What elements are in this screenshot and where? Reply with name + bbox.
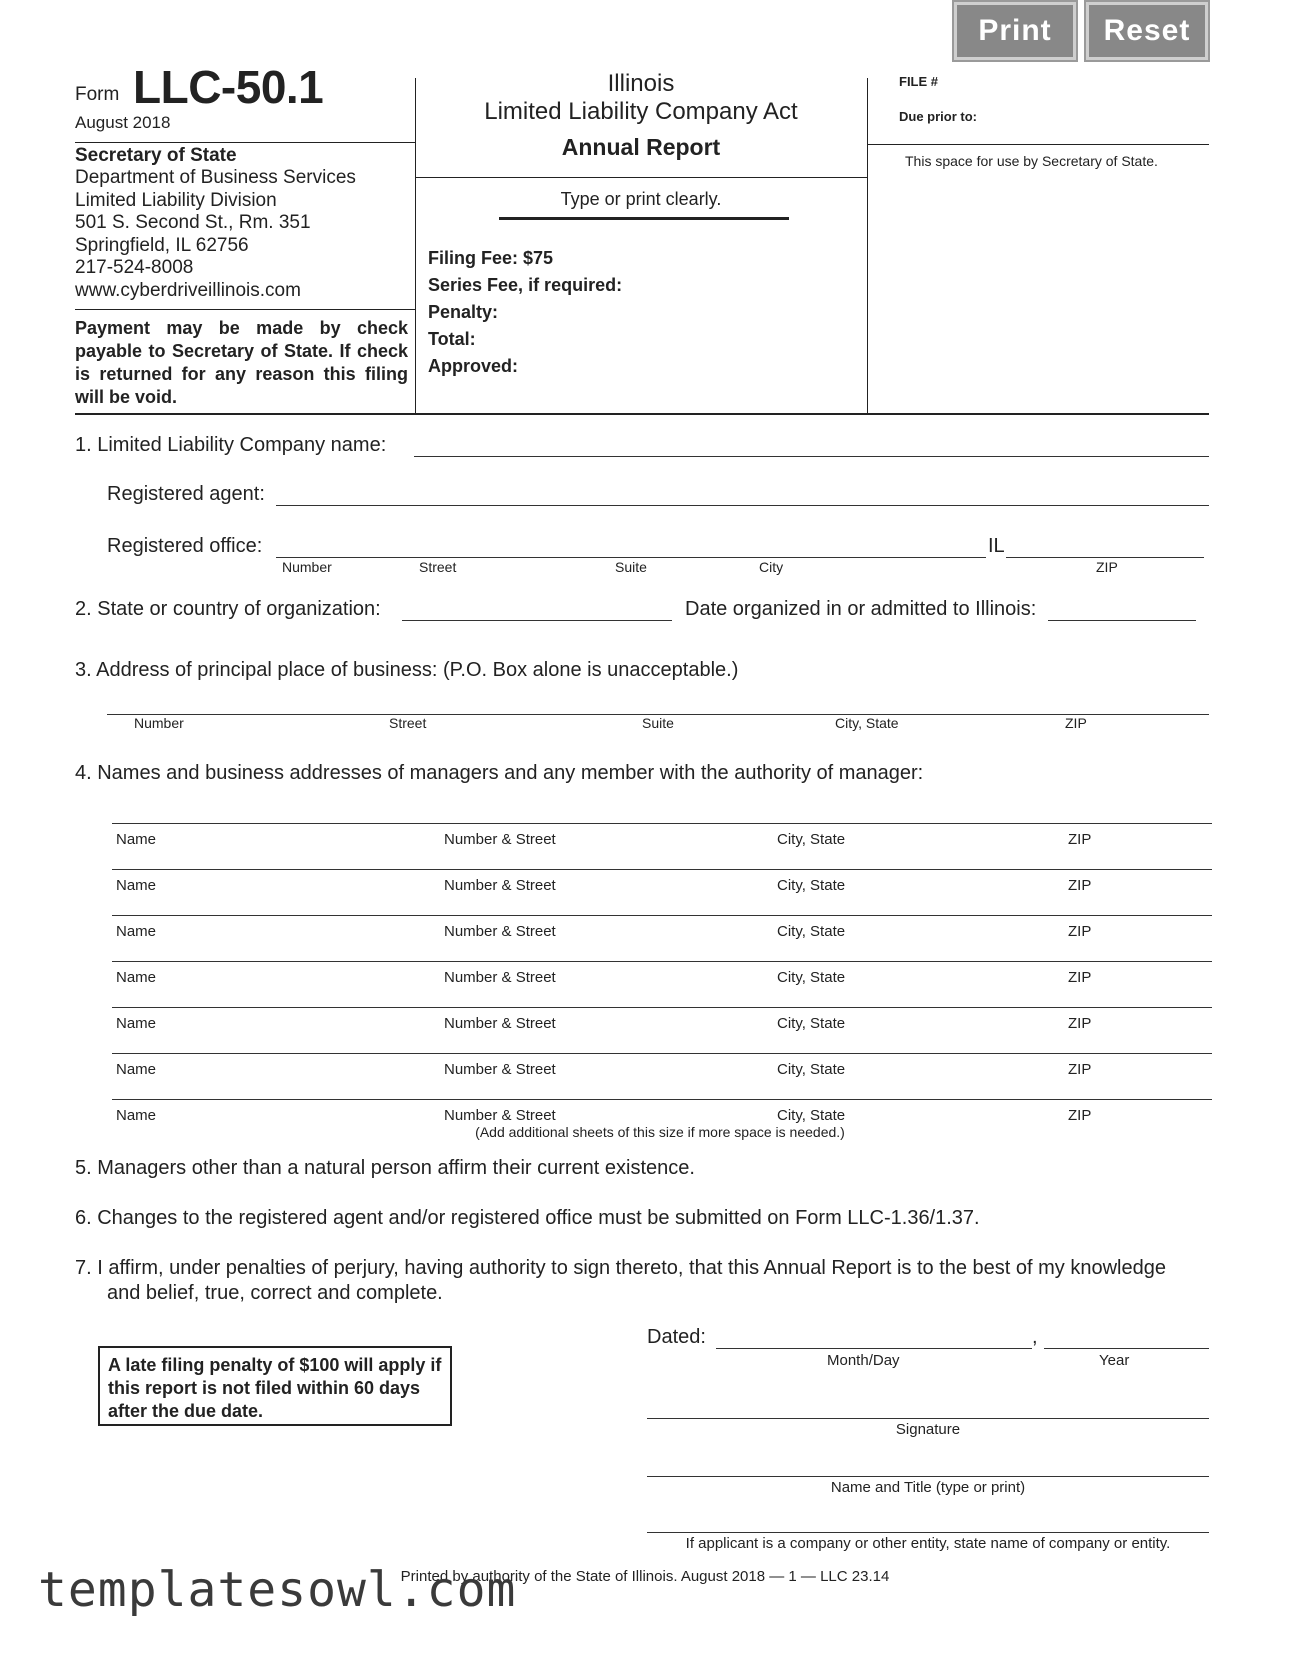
dated-year-field[interactable] xyxy=(1044,1326,1209,1349)
col-label: Number & Street xyxy=(444,923,556,940)
col-label: City, State xyxy=(777,831,846,848)
manager-row[interactable] xyxy=(112,915,1212,961)
col-label: City, State xyxy=(777,1061,846,1078)
office-address xyxy=(75,167,356,302)
q6-text: 6. Changes to the registered agent and/or registered office must be submitted on Form LLC-1.36/1.37. xyxy=(75,1207,980,1229)
form-prefix: Form xyxy=(75,84,120,105)
il-label: IL xyxy=(988,535,1005,557)
col-label: Name xyxy=(116,877,157,894)
reset-button[interactable]: Reset xyxy=(1086,2,1208,60)
act-name: Limited Liability Company Act xyxy=(484,98,798,125)
sub-label: Number xyxy=(134,715,184,731)
col-label: Name xyxy=(116,1015,157,1032)
dated-label: Dated: xyxy=(647,1326,706,1348)
col-label: ZIP xyxy=(1068,1061,1092,1078)
series-fee: Series Fee, if required: xyxy=(428,275,623,295)
col-label: City, State xyxy=(777,877,846,894)
q1-office-label: Registered office: xyxy=(107,535,263,557)
additional-sheets-note: (Add additional sheets of this size if more space is needed.) xyxy=(475,1124,845,1140)
col-label: City, State xyxy=(777,969,846,986)
registered-office-zip-field[interactable] xyxy=(1006,535,1204,558)
signature-label: Signature xyxy=(895,1421,961,1438)
col-label: Name xyxy=(116,831,157,848)
principal-address-field[interactable] xyxy=(107,692,1209,715)
col-label: Name xyxy=(116,1061,157,1078)
col-label: City, State xyxy=(777,1107,846,1124)
q7-text-cont: and belief, true, correct and complete. xyxy=(107,1282,443,1304)
q2-state-label: 2. State or country of organization: xyxy=(75,598,381,620)
col-label: ZIP xyxy=(1068,1015,1092,1032)
penalty-label: Penalty: xyxy=(428,302,499,322)
entity-label: If applicant is a company or other entity, state name of company or entity. xyxy=(685,1535,1171,1552)
total-label: Total: xyxy=(428,329,476,349)
name-title-label: Name and Title (type or print) xyxy=(830,1479,1026,1496)
col-label: City, State xyxy=(777,1015,846,1032)
report-title: Annual Report xyxy=(561,134,721,160)
dated-month-day-field[interactable] xyxy=(716,1326,1032,1349)
divider xyxy=(867,144,1209,145)
name-title-field[interactable] xyxy=(647,1454,1209,1477)
office-title: Secretary of State xyxy=(75,145,237,166)
address-line: 501 S. Second St., Rm. 351 xyxy=(75,212,311,233)
address-line: Department of Business Services xyxy=(75,167,356,188)
sub-label: City, State xyxy=(835,715,899,731)
print-button[interactable]: Print xyxy=(954,2,1076,60)
divider xyxy=(499,217,789,220)
q3-label: 3. Address of principal place of business: (P.O. Box alone is unacceptable.) xyxy=(75,659,739,681)
state-of-organization-field[interactable] xyxy=(402,598,672,621)
payment-note: Payment may be made by check payable to Secretary of State. If check is returned for any reason this filing will be void. xyxy=(75,318,408,407)
col-label: ZIP xyxy=(1068,831,1092,848)
state-name: Illinois xyxy=(607,70,675,97)
date-organized-field[interactable] xyxy=(1048,598,1196,621)
col-label: ZIP xyxy=(1068,1107,1092,1124)
col-label: Number & Street xyxy=(444,969,556,986)
col-label: Name xyxy=(116,969,157,986)
col-label: Number & Street xyxy=(444,1015,556,1032)
col-label: Name xyxy=(116,923,157,940)
divider xyxy=(415,78,416,413)
form-number: LLC-50.1 xyxy=(133,61,324,113)
filing-fee: Filing Fee: $75 xyxy=(428,248,554,268)
month-day-label: Month/Day xyxy=(827,1352,900,1369)
fee-block xyxy=(428,245,622,380)
col-label: Number & Street xyxy=(444,831,556,848)
q4-label: 4. Names and business addresses of managers and any member with the authority of manager: xyxy=(75,762,924,784)
address-line: 217-524-8008 xyxy=(75,257,194,278)
manager-row[interactable] xyxy=(112,1053,1212,1099)
q5-text: 5. Managers other than a natural person affirm their current existence. xyxy=(75,1157,695,1179)
col-label: Number & Street xyxy=(444,1107,556,1124)
watermark: templatesowl.com xyxy=(38,1562,517,1618)
llc-name-field[interactable] xyxy=(414,434,1209,457)
sub-label: Suite xyxy=(615,559,647,575)
sub-label: Street xyxy=(389,715,427,731)
address-line: Limited Liability Division xyxy=(75,189,277,211)
divider xyxy=(75,142,415,143)
registered-office-field[interactable] xyxy=(276,535,986,558)
col-label: Number & Street xyxy=(444,1061,556,1078)
website-link[interactable]: www.cyberdriveillinois.com xyxy=(75,279,301,301)
col-label: Name xyxy=(116,1107,157,1124)
registered-agent-field[interactable] xyxy=(276,483,1209,506)
address-line: Springfield, IL 62756 xyxy=(75,234,249,256)
type-print-note: Type or print clearly. xyxy=(560,189,722,209)
q1-name-label: 1. Limited Liability Company name: xyxy=(75,434,387,456)
q1-agent-label: Registered agent: xyxy=(107,483,265,505)
sos-space-note: This space for use by Secretary of State. xyxy=(905,153,1158,169)
approved-label: Approved: xyxy=(428,356,518,376)
col-label: Number & Street xyxy=(444,877,556,894)
late-penalty-box: A late filing penalty of $100 will apply if this report is not filed within 60 days after the due date. xyxy=(98,1346,452,1426)
file-number-label: FILE # xyxy=(899,74,939,89)
due-prior-label: Due prior to: xyxy=(899,109,977,124)
year-label: Year xyxy=(1099,1352,1130,1369)
sub-label: Suite xyxy=(642,715,674,731)
sub-label: ZIP xyxy=(1065,715,1087,731)
col-label: ZIP xyxy=(1068,969,1092,986)
col-label: ZIP xyxy=(1068,877,1092,894)
col-label: City, State xyxy=(777,923,846,940)
q2-date-label: Date organized in or admitted to Illinois: xyxy=(685,598,1037,620)
manager-row[interactable] xyxy=(112,869,1212,915)
signature-field[interactable] xyxy=(647,1396,1209,1419)
form-date: August 2018 xyxy=(75,113,171,132)
entity-name-field[interactable] xyxy=(647,1510,1209,1533)
col-label: ZIP xyxy=(1068,923,1092,940)
footer-printed: Printed by authority of the State of Illinois. August 2018 — 1 — LLC 23.14 xyxy=(400,1568,890,1585)
divider xyxy=(415,177,867,178)
sub-label: City xyxy=(759,559,784,575)
sub-label: Street xyxy=(419,559,457,575)
divider xyxy=(75,309,415,310)
sub-label: Number xyxy=(282,559,332,575)
manager-row[interactable] xyxy=(112,823,1212,869)
manager-row[interactable] xyxy=(112,961,1212,1007)
divider xyxy=(867,78,868,413)
q7-text: 7. I affirm, under penalties of perjury, having authority to sign thereto, that this Annual Report is to the best of my knowledge xyxy=(75,1257,1166,1279)
sub-label: ZIP xyxy=(1096,559,1118,575)
comma: , xyxy=(1032,1326,1038,1348)
divider xyxy=(75,413,1209,415)
manager-row[interactable] xyxy=(112,1007,1212,1053)
